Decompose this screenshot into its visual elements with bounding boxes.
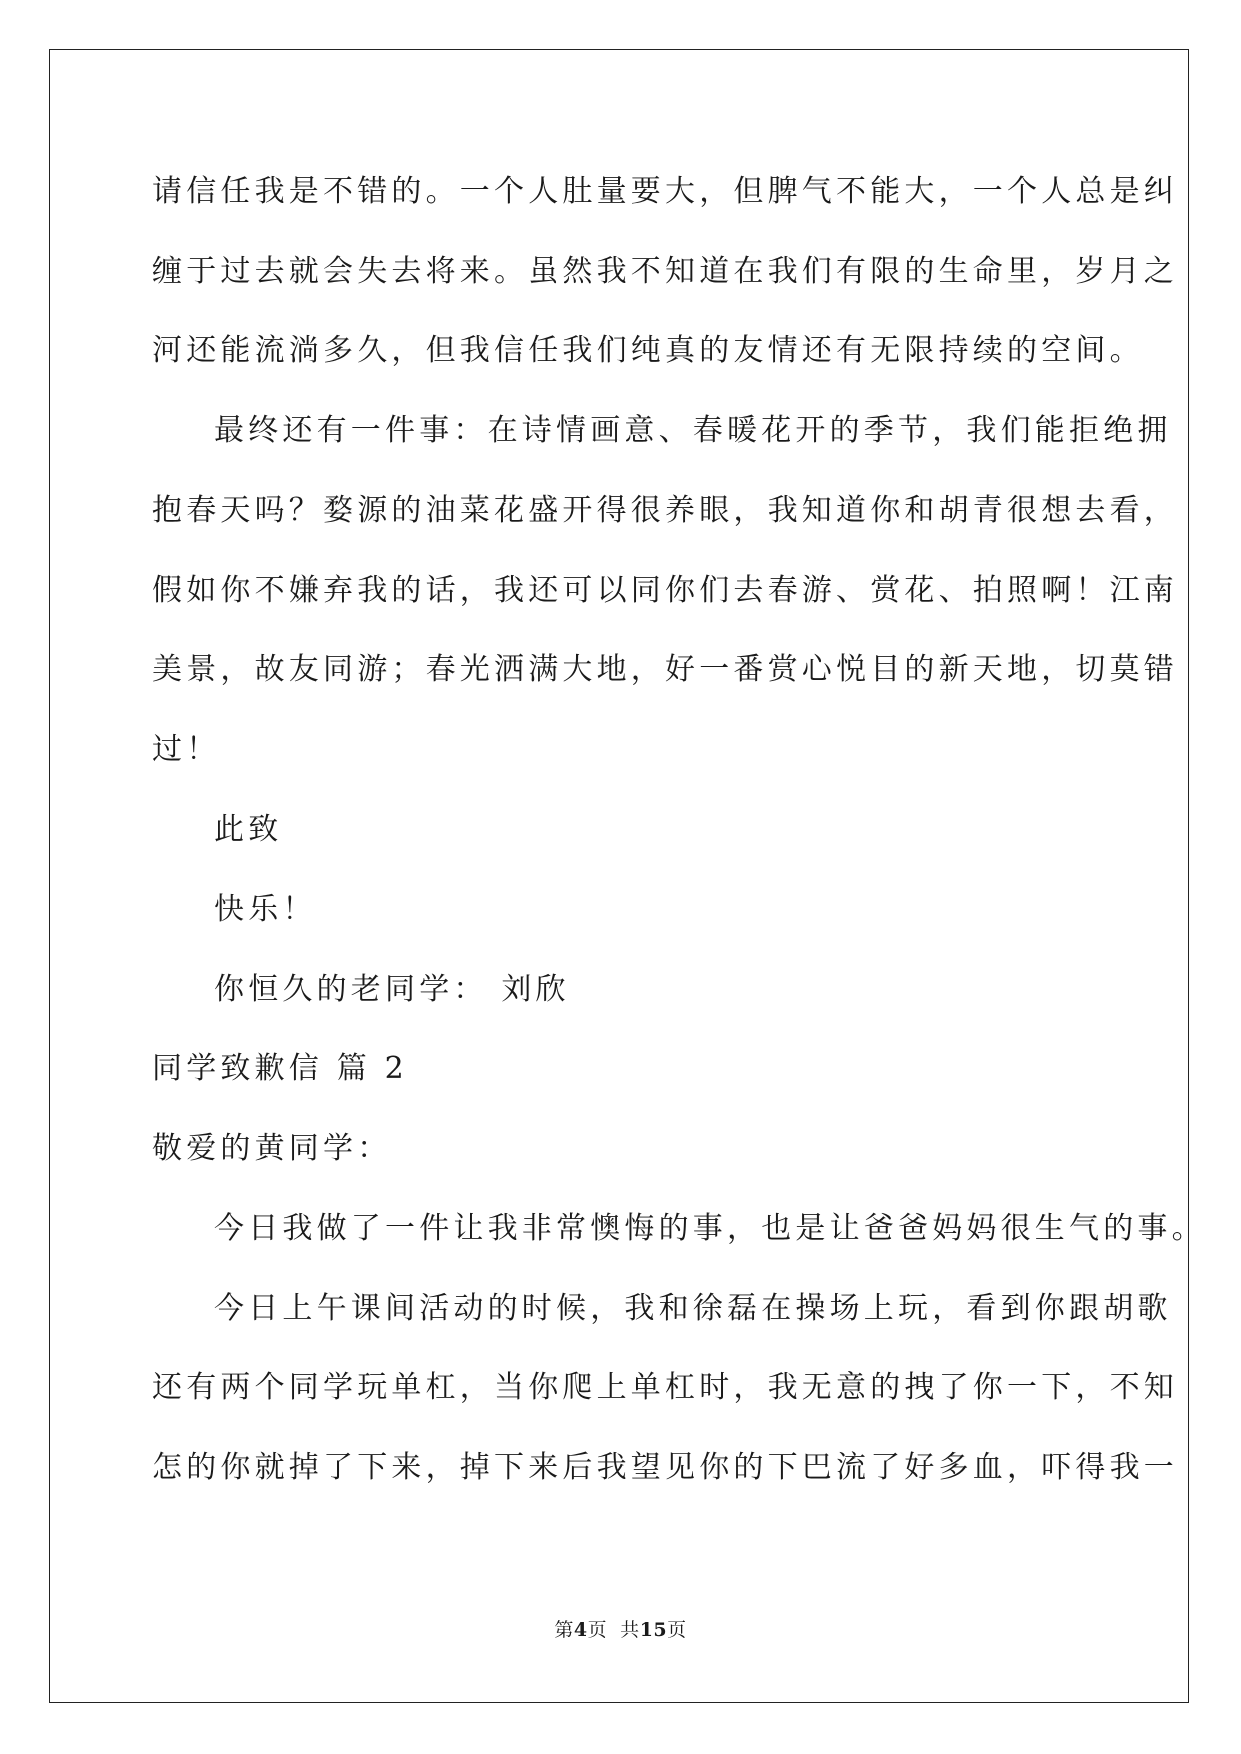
text-line: 请信任我是不错的。一个人肚量要大，但脾气不能大，一个人总是纠 bbox=[152, 174, 1178, 209]
text-line: 还有两个同学玩单杠，当你爬上单杠时，我无意的拽了你一下，不知 bbox=[152, 1370, 1178, 1405]
text-line: 怎的你就掉了下来，掉下来后我望见你的下巴流了好多血，吓得我一 bbox=[152, 1450, 1178, 1485]
text-line: 过！ bbox=[152, 732, 221, 767]
footer-suffix: 页 bbox=[667, 1619, 687, 1641]
text-line: 缠于过去就会失去将来。虽然我不知道在我们有限的生命里，岁月之 bbox=[152, 254, 1178, 289]
text-line: 美景，故友同游；春光洒满大地，好一番赏心悦目的新天地，切莫错 bbox=[152, 652, 1178, 687]
text-line: 抱春天吗？婺源的油菜花盛开得很养眼，我知道你和胡青很想去看， bbox=[152, 493, 1178, 528]
letter-greeting: 敬爱的黄同学： bbox=[152, 1131, 392, 1166]
text-line: 今日上午课间活动的时候，我和徐磊在操场上玩，看到你跟胡歌 bbox=[214, 1291, 1172, 1326]
current-page-number: 4 bbox=[573, 1619, 588, 1641]
signature-line: 你恒久的老同学： 刘欣 bbox=[214, 972, 570, 1007]
footer-prefix: 第 bbox=[554, 1619, 574, 1641]
closing-wish: 快乐！ bbox=[214, 892, 317, 927]
text-line: 假如你不嫌弃我的话，我还可以同你们去春游、赏花、拍照啊！江南 bbox=[152, 573, 1178, 608]
page-footer bbox=[0, 1615, 1241, 1642]
section-heading: 同学致歉信 篇 2 bbox=[152, 1051, 408, 1086]
text-line: 最终还有一件事：在诗情画意、春暖花开的季节，我们能拒绝拥 bbox=[214, 413, 1172, 448]
salutation-closing: 此致 bbox=[214, 812, 283, 847]
footer-mid: 页 共 bbox=[587, 1619, 640, 1641]
text-line: 今日我做了一件让我非常懊悔的事，也是让爸爸妈妈很生气的事。 bbox=[214, 1211, 1206, 1246]
text-line: 河还能流淌多久，但我信任我们纯真的友情还有无限持续的空间。 bbox=[152, 333, 1144, 368]
total-pages-number: 15 bbox=[639, 1619, 668, 1641]
